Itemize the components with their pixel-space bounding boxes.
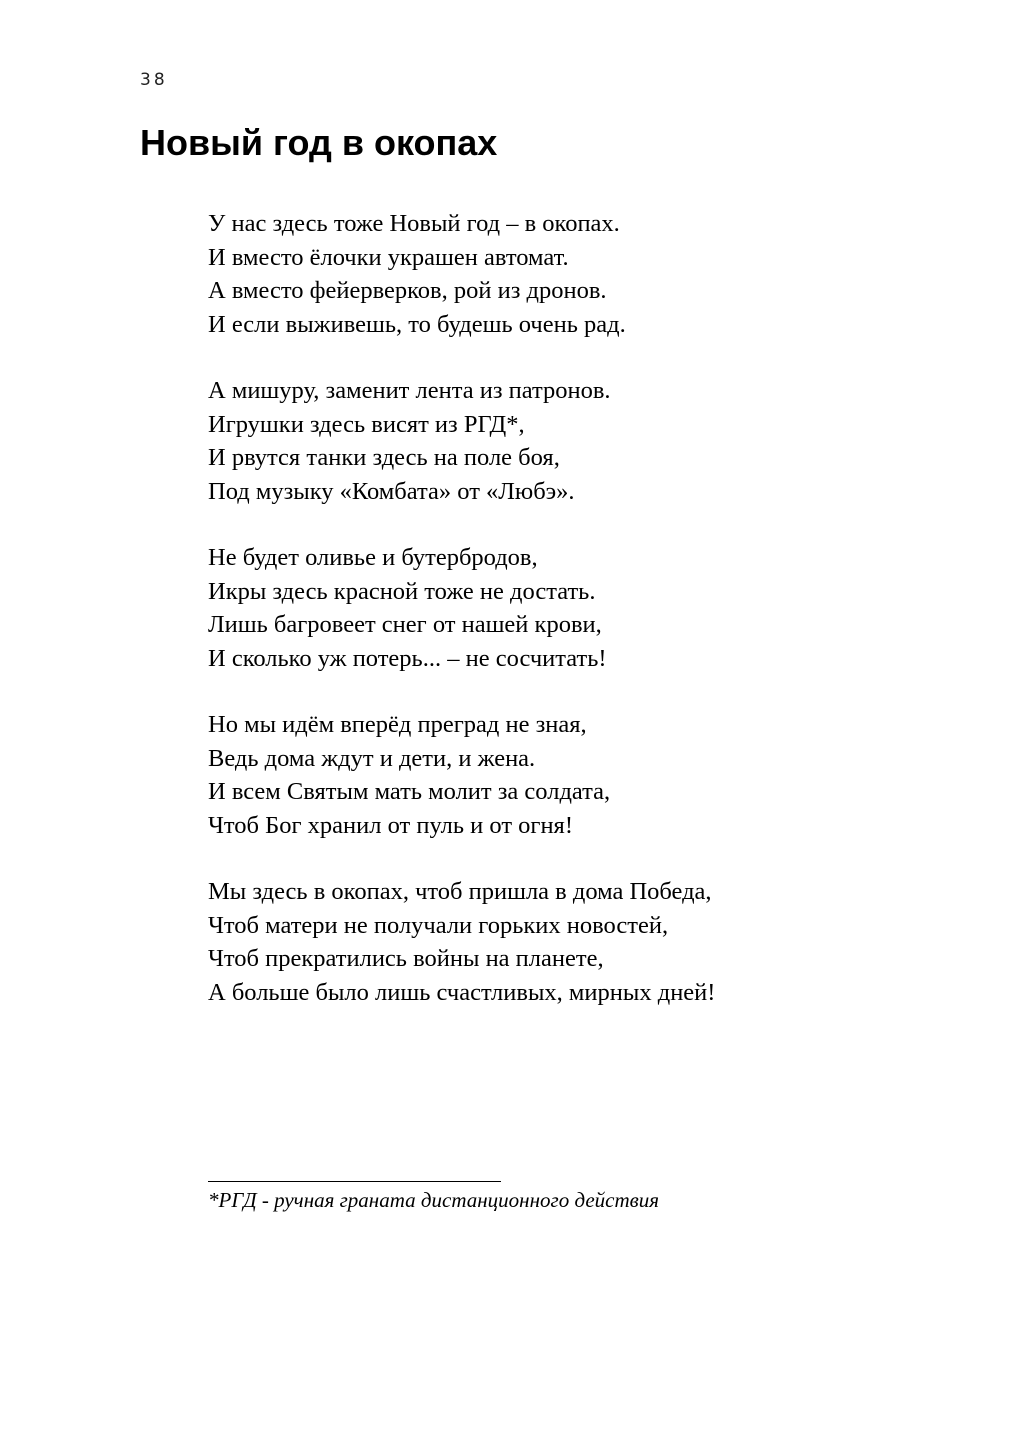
footnote: *РГД - ручная граната дистанционного действия (208, 1188, 660, 1212)
poem-line: Ведь дома ждут и дети, и жена. (208, 744, 536, 772)
stanza-3 (208, 541, 908, 675)
poem-line: Не будет оливье и бутербродов, (208, 544, 538, 571)
poem-line: Чтоб матери не получали горьких новостей, (208, 911, 669, 939)
poem-line: И если выживешь, то будешь очень рад. (208, 310, 626, 338)
poem-line: И всем Святым мать молит за солдата, (208, 778, 611, 805)
poem-line: И вместо ёлочки украшен автомат. (208, 243, 569, 271)
poem-line: Мы здесь в окопах, чтоб пришла в дома Победа, (208, 878, 712, 905)
poem-line: И рвутся танки здесь на поле боя, (208, 444, 560, 471)
page-title: Новый год в окопах (140, 122, 498, 163)
poem-line: Чтоб Бог хранил от пуль и от огня! (208, 811, 573, 839)
poem-line: Но мы идём вперёд преград не зная, (208, 711, 587, 738)
stanza-4 (208, 708, 908, 842)
poem-line: А больше было лишь счастливых, мирных дней! (208, 978, 716, 1006)
poem-line: Лишь багровеет снег от нашей крови, (208, 611, 602, 638)
poem-line: У нас здесь тоже Новый год – в окопах. (208, 210, 620, 237)
poem-line: И сколько уж потерь... – не сосчитать! (208, 644, 607, 672)
footnote-divider (208, 1181, 501, 1182)
poem-line: Икры здесь красной тоже не достать. (208, 577, 596, 605)
stanza-1 (208, 207, 908, 341)
poem-line: Игрушки здесь висят из РГД*, (208, 410, 525, 438)
stanza-5 (208, 875, 908, 1009)
poem-line: А мишуру, заменит лента из патронов. (208, 377, 611, 404)
poem (208, 207, 908, 1042)
poem-line: Под музыку «Комбата» от «Любэ». (208, 477, 575, 505)
poem-line: Чтоб прекратились войны на планете, (208, 945, 604, 972)
poem-line: А вместо фейерверков, рой из дронов. (208, 277, 607, 304)
stanza-2 (208, 374, 908, 508)
page-number: 38 (140, 70, 168, 90)
